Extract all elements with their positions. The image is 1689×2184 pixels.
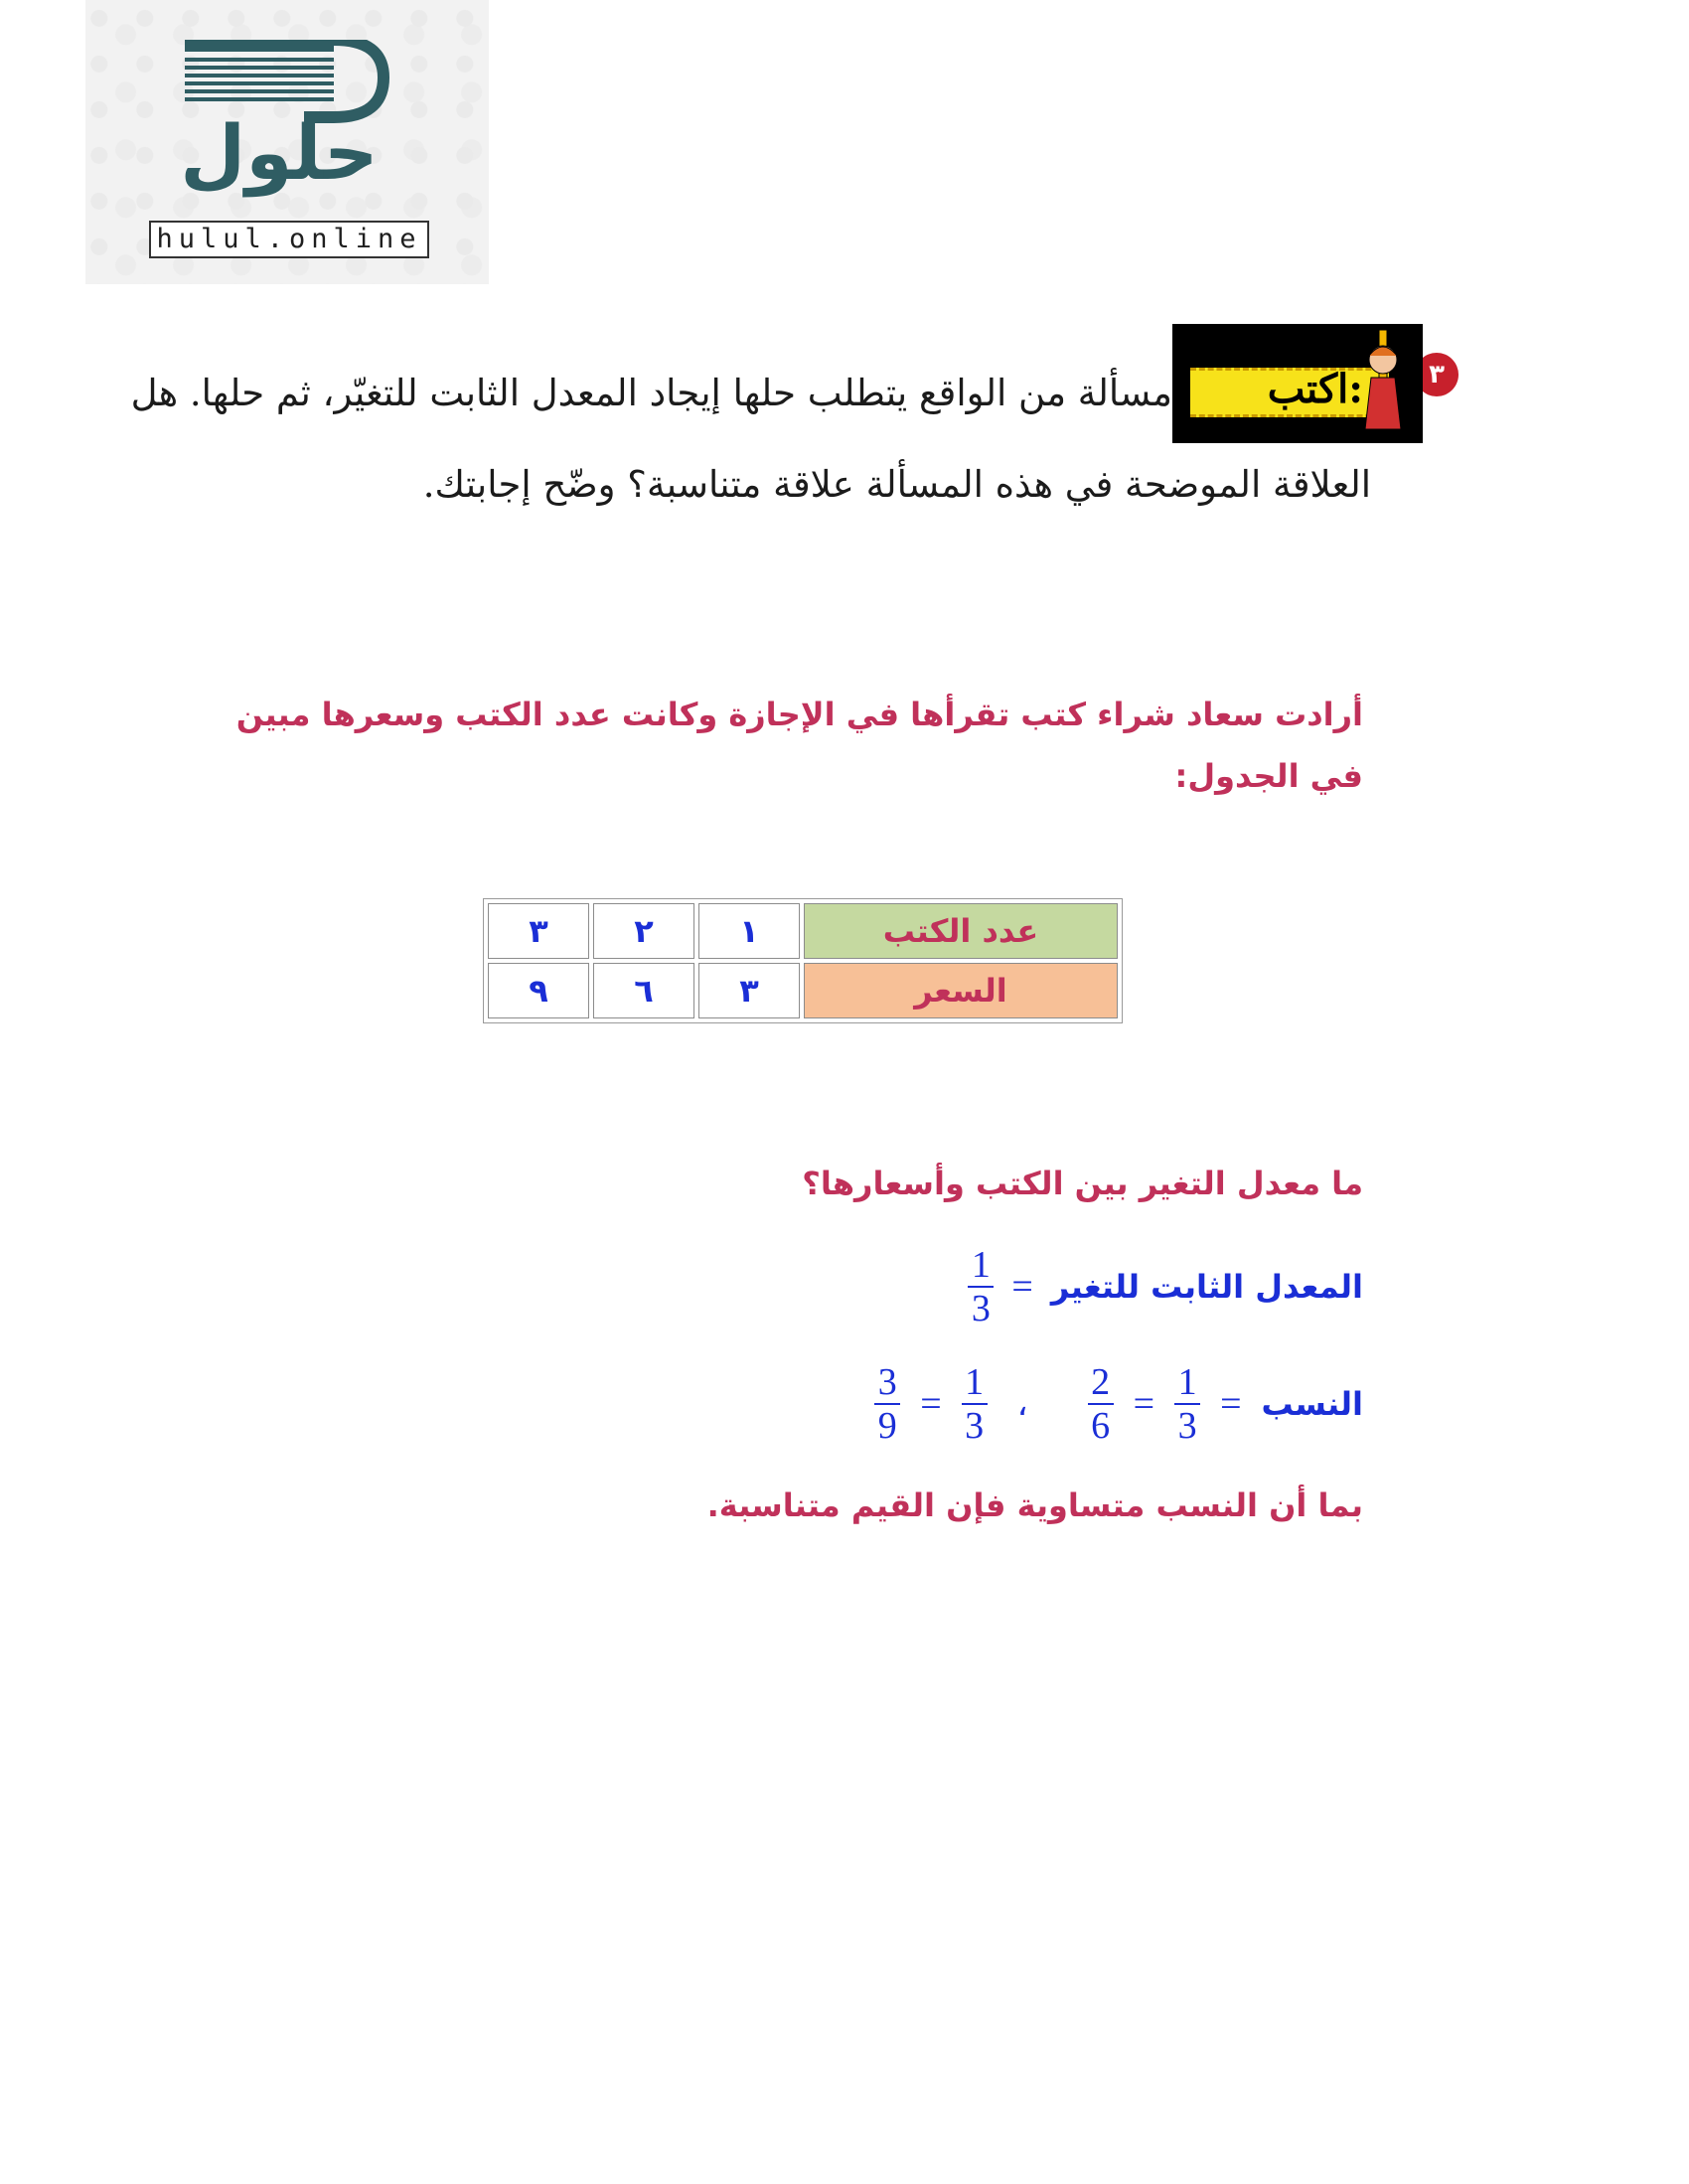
question-line-1: مسألة من الواقع يتطلب حلها إيجاد المعدل الثابت للتغيّر، ثم حلها. هل [130, 372, 1172, 414]
pencil-girl-icon [1357, 330, 1409, 437]
fraction-numerator: 1 [971, 1244, 991, 1286]
logo-brand-text: حلول [180, 108, 379, 197]
fraction-denominator: 3 [1177, 1405, 1197, 1447]
fraction-numerator: 1 [965, 1361, 985, 1403]
table-cell: ١ [698, 903, 800, 959]
write-badge [1172, 324, 1423, 443]
problem-line-1: أرادت سعاد شراء كتب تقرأها في الإجازة وكانت عدد الكتب وسعرها مبين [235, 696, 1363, 733]
ratios-label: النسب [1261, 1385, 1363, 1423]
equals-sign: = [1220, 1383, 1242, 1425]
rate-label: المعدل الثابت للتغير [1050, 1268, 1363, 1306]
fraction-denominator: 3 [971, 1288, 991, 1329]
fraction-denominator: 9 [877, 1405, 897, 1447]
logo [85, 0, 489, 284]
table-cell: ٦ [593, 963, 694, 1018]
fraction-denominator: 6 [1091, 1405, 1111, 1447]
ratio-fraction [962, 1362, 988, 1446]
hulul-logo-mark [175, 40, 493, 199]
rate-question: ما معدل التغير بين الكتب وأسعارها؟ [802, 1165, 1363, 1202]
fraction-numerator: 2 [1091, 1361, 1111, 1403]
fraction-denominator: 3 [965, 1405, 985, 1447]
books-header: عدد الكتب [804, 903, 1118, 959]
fraction-numerator: 1 [1177, 1361, 1197, 1403]
constant-rate [968, 1242, 1363, 1331]
question-line-2: العلاقة الموضحة في هذه المسألة علاقة متناسبة؟ وضّح إجابتك. [422, 463, 1371, 506]
question-number: ٣ [1415, 353, 1459, 396]
ratio-separator: ، [1016, 1384, 1028, 1424]
equals-sign: = [1011, 1266, 1033, 1308]
equals-sign: = [1133, 1383, 1155, 1425]
table-cell: ٣ [488, 903, 589, 959]
table-row [488, 903, 1118, 959]
books-price-table [483, 898, 1123, 1023]
table-row [488, 963, 1118, 1018]
conclusion: بما أن النسب متساوية فإن القيم متناسبة. [706, 1486, 1363, 1524]
problem-line-2: في الجدول: [1174, 757, 1363, 795]
rate-fraction [968, 1245, 994, 1328]
table-cell: ٣ [698, 963, 800, 1018]
table-cell: ٢ [593, 903, 694, 959]
logo-url: hulul.online [149, 221, 429, 258]
table-cell: ٩ [488, 963, 589, 1018]
ratio-fraction [1174, 1362, 1200, 1446]
price-header: السعر [804, 963, 1118, 1018]
fraction-numerator: 3 [877, 1361, 897, 1403]
badge-label: اكتب: [1267, 366, 1363, 412]
ratios-line [874, 1359, 1363, 1449]
ratio-fraction [874, 1362, 900, 1446]
equals-sign: = [920, 1383, 942, 1425]
ratio-fraction [1088, 1362, 1114, 1446]
